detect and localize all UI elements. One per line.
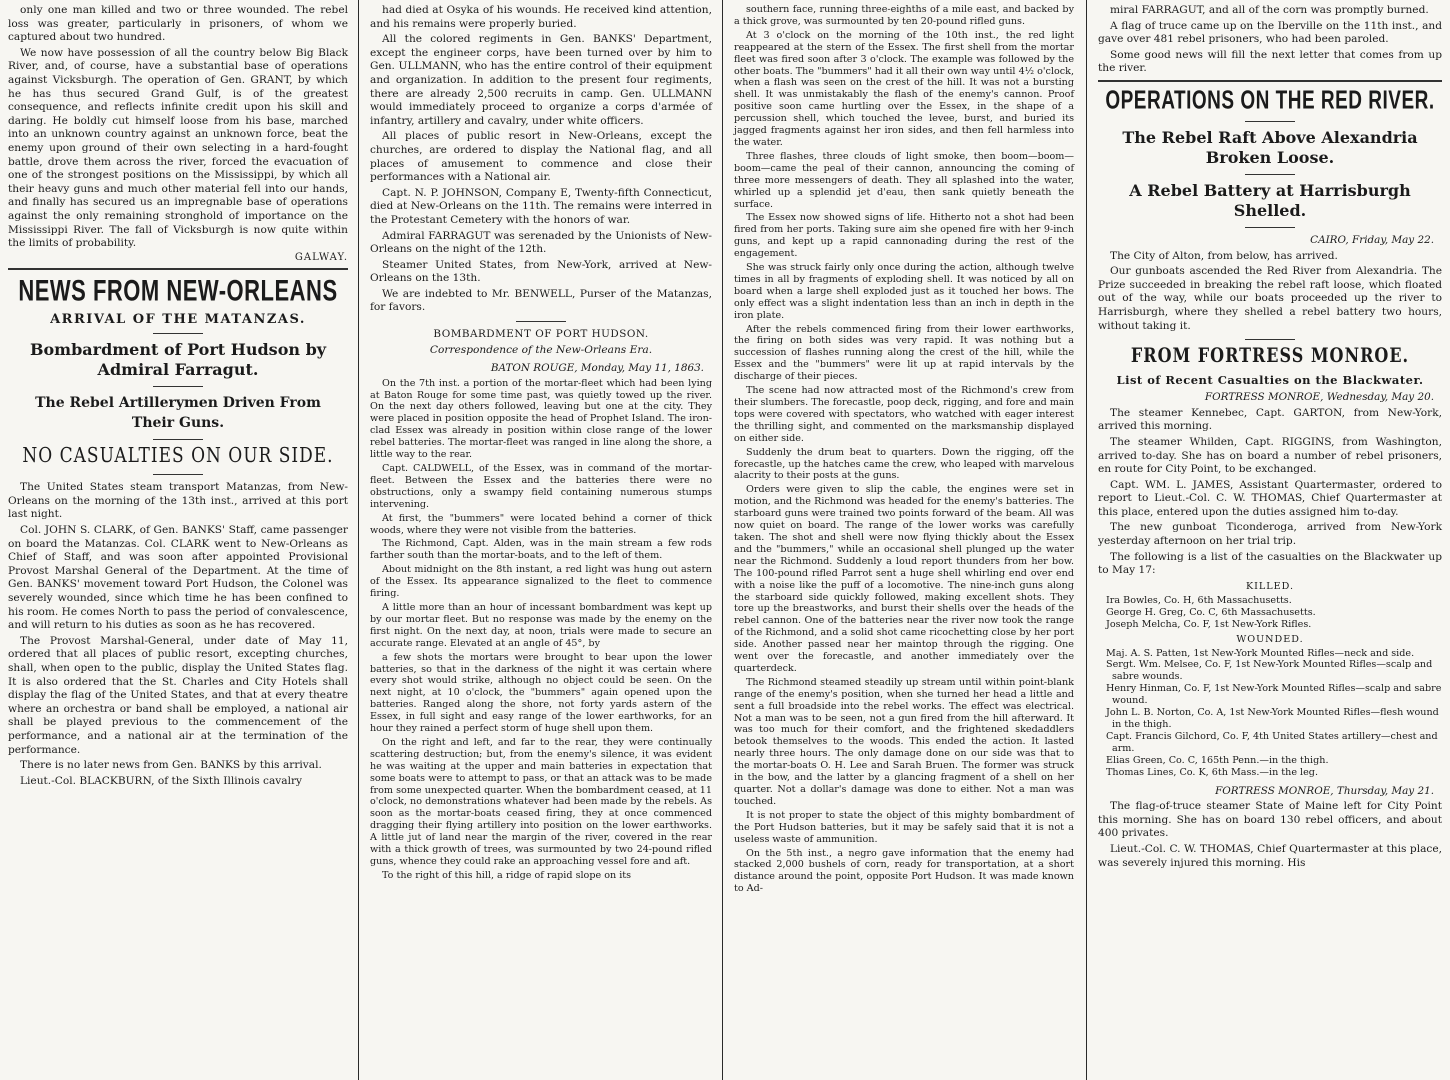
list-item: Capt. Francis Gilchord, Co. F, 4th United States artillery—chest and arm.	[1106, 730, 1438, 754]
paragraph: She was struck fairly only once during the action, although twelve times in all by fragments of exploding shell. It was noticed by all on board when a large shell exploded just as it touched her bows. The only effect was a slight indentation less than an inch in depth in the iron plate.	[734, 262, 1074, 321]
column-4	[1090, 0, 1450, 1080]
list-item: John L. B. Norton, Co. A, 1st New-York Mounted Rifles—flesh wound in the thigh.	[1106, 707, 1439, 730]
list-item: Elias Green, Co. C, 165th Penn.—in the thigh.	[1106, 754, 1329, 766]
dateline: FORTRESS MONROE, Thursday, May 21.	[1215, 784, 1434, 797]
paragraph: Admiral FARRAGUT was serenaded by the Unionists of New-Orleans on the night of the 12th.	[370, 229, 712, 256]
dateline: FORTRESS MONROE, Wednesday, May 20.	[1204, 391, 1434, 404]
subheadline: ARRIVAL OF THE MATANZAS.	[50, 312, 306, 328]
killed-list	[1098, 595, 1442, 631]
signature: GALWAY.	[294, 251, 348, 263]
paragraph: Orders were given to slip the cable, the engines were set in motion, and the Richmond was headed for the enemy's batteries. The starboard guns were trained two points forward of the beam. All was now quiet on board. The range of the lower works was carefully taken. The shot and shell were now flying thickly about the Essex and the "bummers," while an occasional shell plunged up the water near the Richmond. Suddenly a loud report thunders from her bow. The 100-pound rifled Parrot sent a huge shell whirling end over end with a noise like the puff of a locomotive. The nine-inch guns along the starboard side quickly followed, making excellent shots. They tore up the breastworks, and burst their shells over the heads of the rebel cannon. One of the batteries near the river now took the range of the Richmond, and a solid shot came ricochetting close by her port side. Another passed near her maintop through the rigging. One went over the forecastle, and another immediately over the quarterdeck.	[734, 484, 1074, 674]
paragraph: The United States steam transport Matanzas, from New-Orleans on the morning of the 13th inst., arrived at this port last night.	[8, 481, 348, 521]
divider	[8, 268, 348, 270]
paragraph: After the rebels commenced firing from their lower earthworks, the firing on both sides was very rapid. It was nothing but a succession of flashes running along the crest of the hill, while the Essex and the "bummers" were lit up at rapid intervals by the discharge of their pieces.	[734, 323, 1074, 383]
subheadline: A Rebel Battery at Harrisburgh Shelled.	[1129, 180, 1411, 220]
paragraph: At 3 o'clock on the morning of the 10th inst., the red light reappeared at the stern of the Essex. The first shell from the mortar fleet was fired soon after 3 o'clock. The example was followed by the other boats. The "bummers" had it all their own way until 4½ o'clock, when a flash was seen on the crest of the hill. It was not a bursting shell. It was unmistakably the flash of the enemy's cannon. Proof positive soon came hurtling over the Essex, in the shape of a percussion shell, which touched the levee, burst, and buried its jagged fragments against her iron sides, and then fell harmless into the water.	[734, 29, 1074, 148]
list-item: Sergt. Wm. Melsee, Co. F, 1st New-York Mounted Rifles—scalp and sabre wounds.	[1106, 659, 1433, 683]
column-1	[0, 0, 356, 1080]
paragraph: The new gunboat Ticonderoga, arrived from New-York yesterday afternoon on her trial trip.	[1098, 521, 1442, 548]
paragraph: Col. JOHN S. CLARK, of Gen. BANKS' Staff, came passenger on board the Matanzas. Col. CLARK went to New-Orleans as Chief of Staff, and was soon after appointed Provisional Provost Marshal General of the Department. At the time of Gen. BANKS' movement toward Port Hudson, the Colonel was severely wounded, since which time he has been confined to his room. He comes North to pass the period of convalescence, and will return to his duties as soon as he has recovered.	[8, 524, 348, 632]
paragraph: Lieut.-Col. C. W. THOMAS, Chief Quartermaster at this place, was severely injured this morning. His	[1098, 842, 1442, 869]
paragraph: On the 7th inst. a portion of the mortar-fleet which had been lying at Baton Rouge for some time past, was quietly towed up the river. On the next day others followed, leaving but one at the city. They were placed in position opposite the head of Prophet Island. The iron-clad Essex was already in position within close range of the lower rebel batteries. The mortar-fleet was ranged in line along the shore, a little way to the rear.	[370, 377, 712, 461]
paragraph: There is no later news from Gen. BANKS by this arrival.	[20, 759, 322, 772]
correspondence-line: Correspondence of the New-Orleans Era.	[429, 344, 653, 357]
paragraph: The following is a list of the casualties on the Blackwater up to May 17:	[1098, 550, 1442, 577]
divider	[153, 386, 203, 387]
paragraph: A little more than an hour of incessant bombardment was kept up by our mortar fleet. But no response was made by the enemy on the first night. On the next day, at noon, trials were made to secure an accurate range. Elevated at an angle of 45°, by	[370, 601, 712, 649]
subheadline: The Rebel Raft Above Alexandria Broken Loose.	[1122, 127, 1418, 167]
paragraph: Capt. CALDWELL, of the Essex, was in command of the mortar-fleet. Between the Essex and the batteries there were no obstructions, only a swampy field containing numerous stumps intervening.	[370, 463, 712, 510]
paragraph: Steamer United States, from New-York, arrived at New-Orleans on the 13th.	[370, 258, 712, 285]
paragraph: About midnight on the 8th instant, a red light was hung out astern of the Essex. Its appearance signalized to the fleet to commence firing.	[370, 564, 712, 600]
paragraph: Three flashes, three clouds of light smoke, then boom—boom—boom—came the peal of their cannon, announcing the coming of three more messengers of death. They all splashed into the water, whirled up a splendid jet d'eau, then sank quietly beneath the surface.	[734, 150, 1074, 210]
paragraph: Lieut.-Col. BLACKBURN, of the Sixth Illinois cavalry	[20, 774, 303, 787]
subheadline: List of Recent Casualties on the Blackwater.	[1116, 373, 1424, 388]
paragraph: On the 5th inst., a negro gave information that the enemy had stacked 2,000 bushels of corn, ready for transportation, at a short distance around the point, opposite Port Hudson. It was made known to Ad-	[734, 847, 1074, 895]
paragraph: Our gunboats ascended the Red River from Alexandria. The Prize succeeded in breaking the rebel raft loose, which floated out of the way, while our boats proceeded up the river to Harrisburgh, where they shelled a rebel battery two hours, without taking it.	[1098, 265, 1442, 332]
paragraph: It is not proper to state the object of this mighty bombardment of the Port Hudson batteries, but it may be safely said that it is not a useless waste of ammunition.	[734, 809, 1074, 845]
paragraph: The Provost Marshal-General, under date of May 11, ordered that all places of public resort, excepting churches, shall, when open to the public, display the United States flag. It is also ordered that the St. Charles and City Hotels shall display the flag of the United States, and that at every theatre where an orchestra or band shall be employed, a national air shall be played previous to the commencement of the performance, and a national air at the termination of the performance.	[8, 634, 348, 756]
subheadline: NO CASUALTIES ON OUR SIDE.	[22, 444, 334, 469]
paragraph: On the right and left, and far to the rear, they were continually scattering destruction; but, from the enemy's silence, it was evident he was waiting at the upper and main batteries in expectation that some boats were to attempt to pass, or that an attack was to be made from some unexpected quarter. When the bombardment ceased, at 11 o'clock, no demonstrations whatever had been made by the rebels. As soon as the mortar-boats ceased firing, they at once commenced dragging their flying artillery into position on the lower earthworks. A little jut of land near the margin of the river, covered in the rear with a thick growth of trees, was surmounted by two 24-pound rifled guns, whence they could rake an approaching vessel fore and aft.	[370, 736, 712, 867]
list-item: George H. Greg, Co. C, 6th Massachusetts.	[1106, 606, 1316, 618]
paragraph: The Essex now showed signs of life. Hitherto not a shot had been fired from her ports. Taking sure aim she opened fire with her 9-inch guns, and kept up a rapid cannonading during the rest of the engagement.	[734, 212, 1074, 260]
divider	[1098, 80, 1442, 82]
subheadline: Bombardment of Port Hudson by Admiral Farragut.	[29, 340, 327, 380]
list-item: Maj. A. S. Patten, 1st New-York Mounted Rifles—neck and side.	[1106, 647, 1415, 659]
headline: NEWS FROM NEW-ORLEANS	[18, 273, 338, 308]
column-rule	[358, 0, 359, 1080]
paragraph: The Richmond steamed steadily up stream until within point-blank range of the enemy's position, when she turned her head a little and sent a full broadside into the rebel works. The effect was electrical. Not a man was to be seen, not a gun fired from the hill afterward. It was too much for their comfort, and the frightened skedaddlers betook themselves to the woods. This ended the action. It lasted nearly three hours. The only damage done on our side was that to the mortar-boats O. H. Lee and Sarah Bruen. The former was struck in the bow, and the latter by a glancing fragment of a shell on her quarter. Not a dollar's damage was done to either. Not a man was touched.	[734, 676, 1074, 807]
divider	[1245, 227, 1295, 228]
dateline: BATON ROUGE, Monday, May 11, 1863.	[490, 362, 704, 375]
divider	[1245, 121, 1295, 122]
paragraph: The steamer Whilden, Capt. RIGGINS, from Washington, arrived to-day. She has on board a number of rebel prisoners, en route for City Point, to be exchanged.	[1098, 435, 1442, 476]
paragraph: southern face, running three-eighths of a mile east, and backed by a thick grove, was surmounted by ten 20-pound rifled guns.	[734, 4, 1074, 27]
paragraph: Suddenly the drum beat to quarters. Down the rigging, off the forecastle, up the hatches came the crew, who leaped with marvelous alacrity to their posts at the guns.	[734, 446, 1074, 482]
paragraph: A flag of truce came up on the Iberville on the 11th inst., and gave over 481 rebel prisoners, who had been paroled.	[1098, 19, 1442, 46]
divider	[153, 474, 203, 475]
paragraph: We now have possession of all the country below Big Black River, and, of course, have a substantial base of operations against Vicksburgh. The operation of Gen. GRANT, by which he has thus secured Grand Gulf, is of the greatest consequence, and reflects infinite credit upon his skill and daring. He boldly cut himself loose from his base, marched into an unknown country against an unknown force, beat the enemy upon ground of their own selecting in a hard-fought battle, drove them across the river, forced the evacuation of one of the strongest positions on the Mississippi, by which all their heavy guns and much other material fell into our hands, and finally has secured us an impregnable base of operations against the only remaining stronghold of importance on the Mississippi River. The fall of Vicksburgh is now quite within the limits of probability.	[8, 46, 348, 250]
paragraph: only one man killed and two or three wounded. The rebel loss was greater, particularly in prisoners, of whom we captured about two hundred.	[8, 4, 348, 44]
column-rule	[1086, 0, 1087, 1080]
article-headline: BOMBARDMENT OF PORT HUDSON.	[433, 328, 649, 341]
list-item: Thomas Lines, Co. K, 6th Mass.—in the leg.	[1106, 766, 1318, 778]
divider	[153, 333, 203, 334]
divider	[1245, 339, 1295, 340]
list-item: Ira Bowles, Co. H, 6th Massachusetts.	[1106, 594, 1292, 606]
column-2	[362, 0, 720, 1080]
list-heading: WOUNDED.	[1236, 633, 1304, 645]
list-item: Henry Hinman, Co. F, 1st New-York Mounted Rifles—scalp and sabre wound.	[1106, 683, 1442, 707]
column-3	[726, 0, 1082, 1080]
paragraph: miral FARRAGUT, and all of the corn was promptly burned.	[1110, 4, 1429, 16]
paragraph: The City of Alton, from below, has arrived.	[1110, 249, 1338, 262]
column-rule	[722, 0, 723, 1080]
paragraph: The Richmond, Capt. Alden, was in the main stream a few rods farther south than the mortar-boats, and to the left of them.	[370, 538, 712, 562]
paragraph: All places of public resort in New-Orleans, except the churches, are ordered to display the National flag, and all places of amusement to commence and close their performances with a National air.	[370, 130, 712, 184]
paragraph: Some good news will fill the next letter that comes from up the river.	[1098, 48, 1442, 75]
list-item: Joseph Melcha, Co. F, 1st New-York Rifles.	[1106, 618, 1312, 630]
paragraph: The flag-of-truce steamer State of Maine left for City Point this morning. She has on board 130 rebel officers, and about 400 privates.	[1098, 800, 1442, 840]
paragraph: All the colored regiments in Gen. BANKS' Department, except the engineer corps, have been turned over by him to Gen. ULLMANN, who has the entire control of their equipment and organization. In addition to the present four regiments, there are already 2,500 recruits in camp. Gen. ULLMANN would immediately proceed to organize a corps d'armée of infantry, artillery and cavalry, under white officers.	[370, 33, 712, 127]
paragraph: a few shots the mortars were brought to bear upon the lower batteries, so that in the darkness of the night it was certain where every shot would strike, although no object could be seen. On the next night, at 10 o'clock, the "bummers" again opened upon the batteries. Ranged along the shore, not forty yards astern of the Essex, in full sight and easy range of the lower earthworks, for an hour they rained a perfect storm of huge shell upon them.	[370, 651, 712, 735]
dateline: CAIRO, Friday, May 22.	[1310, 233, 1434, 246]
paragraph: Capt. WM. L. JAMES, Assistant Quartermaster, ordered to report to Lieut.-Col. C. W. THOMAS, Chief Quartermaster at this place, entered upon the duties assigned him to-day.	[1098, 478, 1442, 518]
paragraph: The steamer Kennebec, Capt. GARTON, from New-York, arrived this morning.	[1098, 406, 1442, 433]
paragraph: Capt. N. P. JOHNSON, Company E, Twenty-fifth Connecticut, died at New-Orleans on the 11th. The remains were interred in the Protestant Cemetery with the honors of war.	[370, 186, 712, 226]
list-heading: KILLED.	[1245, 580, 1295, 592]
subheadline: The Rebel Artillerymen Driven From Their Guns.	[35, 395, 321, 432]
divider	[1245, 174, 1295, 175]
divider	[516, 321, 566, 322]
paragraph: The scene had now attracted most of the Richmond's crew from their slumbers. The forecastle, poop deck, rigging, and fore and main tops were covered with spectators, who watched with eager interest the thrilling sight, and commented on the marksmanship displayed on either side.	[734, 385, 1074, 444]
article-headline: FROM FORTRESS MONROE.	[1130, 344, 1410, 368]
paragraph: At first, the "bummers" were located behind a corner of thick woods, where they were not visible from the batteries.	[370, 512, 712, 536]
paragraph: We are indebted to Mr. BENWELL, Purser of the Matanzas, for favors.	[370, 287, 712, 314]
paragraph: To the right of this hill, a ridge of rapid slope on its	[382, 869, 632, 881]
wounded-list	[1098, 648, 1442, 779]
headline: OPERATIONS ON THE RED RIVER.	[1105, 86, 1435, 115]
paragraph: had died at Osyka of his wounds. He received kind attention, and his remains were properly buried.	[370, 4, 712, 30]
divider	[153, 439, 203, 440]
